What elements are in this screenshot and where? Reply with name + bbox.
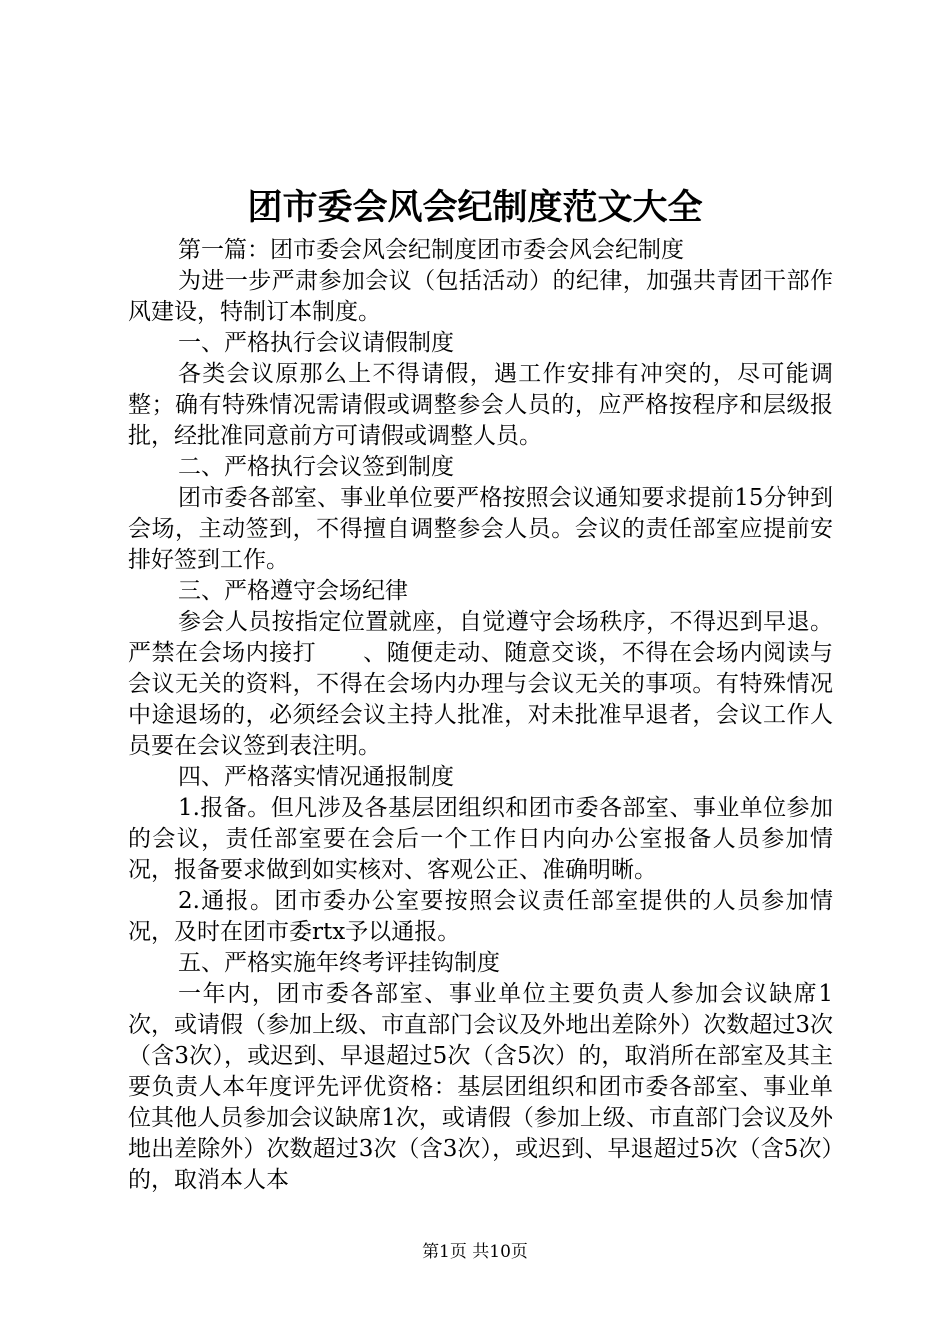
- paragraph: 团市委各部室、事业单位要严格按照会议通知要求提前15分钟到会场，主动签到，不得擅自调整参会人员。会议的责任部室应提前安排好签到工作。: [128, 485, 833, 573]
- section-heading: 五、严格实施年终考评挂钩制度: [178, 950, 500, 976]
- section-heading: 四、严格落实情况通报制度: [178, 764, 454, 790]
- paragraph: 参会人员按指定位置就座，自觉遵守会场秩序，不得迟到早退。严禁在会场内接打 、随便走动、随意交谈，不得在会场内阅读与会议无关的资料，不得在会场内办理与会议无关的事项。有特殊情况中途退场的，必须经会议主持人批准，对未批准早退者，会议工作人员要在会议签到表注明。: [128, 609, 833, 759]
- section-intro-heading: 第一篇：团市委会风会纪制度团市委会风会纪制度: [178, 237, 684, 263]
- paragraph: 一年内，团市委各部室、事业单位主要负责人参加会议缺席1次，或请假（参加上级、市直部门会议及外地出差除外）次数超过3次（含3次），或迟到、早退超过5次（含5次）的，取消所在部室及其主要负责人本年度评先评优资格：基层团组织和团市委各部室、事业单位其他人员参加会议缺席1次，或请假（参加上级、市直部门会议及外地出差除外）次数超过3次（含3次），或迟到、早退超过5次（含5次）的，取消本人本: [128, 981, 833, 1193]
- document-title: 团市委会风会纪制度范文大全: [247, 187, 703, 228]
- page-number: 第1页: [422, 1242, 467, 1262]
- paragraph: 为进一步严肃参加会议（包括活动）的纪律，加强共青团干部作风建设，特制订本制度。: [128, 268, 833, 325]
- page-total: 共10页: [472, 1242, 528, 1262]
- section-heading: 三、严格遵守会场纪律: [178, 578, 408, 604]
- paragraph: 各类会议原那么上不得请假，遇工作安排有冲突的，尽可能调整；确有特殊情况需请假或调整参会人员的，应严格按程序和层级报批，经批准同意前方可请假或调整人员。: [128, 361, 833, 449]
- paragraph: 2.通报。团市委办公室要按照会议责任部室提供的人员参加情况，及时在团市委rtx予以通报。: [128, 888, 833, 945]
- page-footer: [0, 1240, 950, 1264]
- section-heading: 一、严格执行会议请假制度: [178, 330, 454, 356]
- document-body: [128, 235, 833, 1196]
- section-heading: 二、严格执行会议签到制度: [178, 454, 454, 480]
- paragraph: 1.报备。但凡涉及各基层团组织和团市委各部室、事业单位参加的会议，责任部室要在会后一个工作日内向办公室报备人员参加情况，报备要求做到如实核对、客观公正、准确明晰。: [128, 795, 833, 883]
